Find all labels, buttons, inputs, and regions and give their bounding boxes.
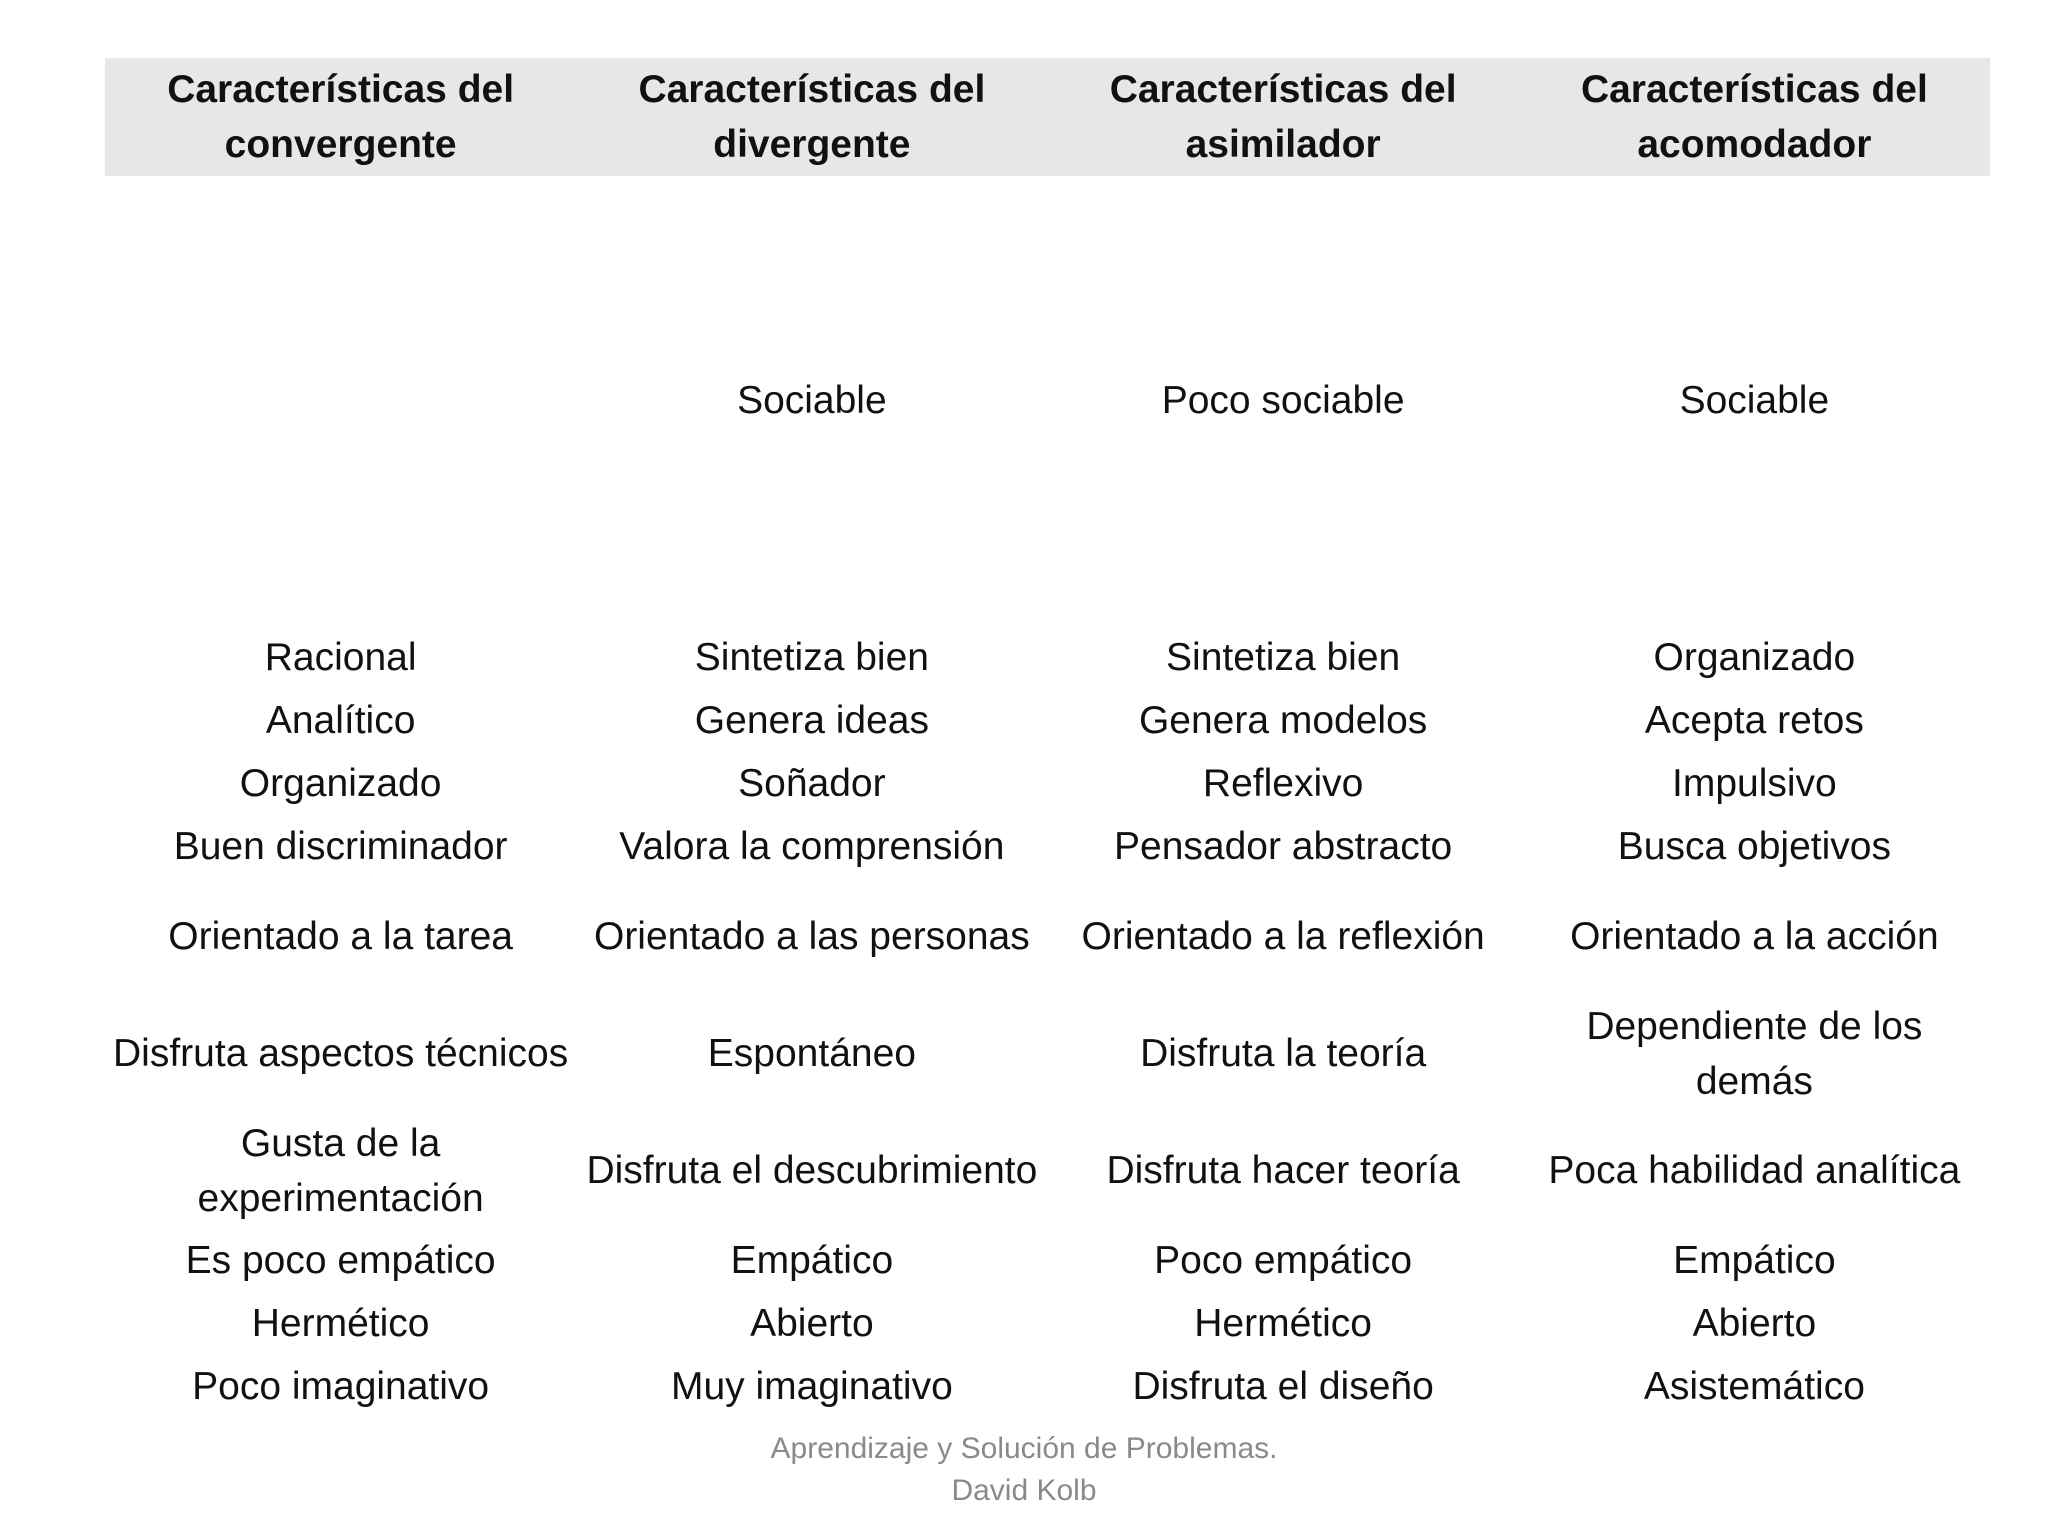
table-cell: Disfruta hacer teoría (1106, 1149, 1460, 1192)
table-cell: Genera ideas (694, 699, 929, 742)
table-cell: Es poco empático (185, 1239, 496, 1282)
table-cell: Dependiente de los demás (1586, 1004, 1923, 1103)
table-cell: Abierto (1692, 1302, 1817, 1345)
table-cell: Empático (730, 1239, 894, 1282)
table-cell: Reflexivo (1202, 762, 1364, 805)
table-cell: Poca habilidad analítica (1548, 1149, 1961, 1192)
table-cell: Soñador (738, 762, 886, 805)
table-cell: Muy imaginativo (670, 1365, 953, 1408)
table-cell: Poco imaginativo (192, 1365, 490, 1408)
table-cell: Espontáneo (707, 1032, 916, 1075)
footer-author: David Kolb (951, 1474, 1097, 1507)
table-cell: Genera modelos (1138, 699, 1428, 742)
social-asimilador: Poco sociable (1161, 379, 1405, 422)
table-cell: Sintetiza bien (694, 636, 929, 679)
table-cell: Empático (1673, 1239, 1836, 1282)
table-cell: Sintetiza bien (1166, 636, 1401, 679)
header-asimilador: Características del asimilador (1109, 68, 1457, 166)
table-cell: Hermético (251, 1302, 430, 1345)
table-cell: Buen discriminador (173, 825, 508, 868)
social-divergente: Sociable (737, 379, 887, 422)
table-cell: Disfruta el descubrimiento (586, 1149, 1038, 1192)
table-cell: Impulsivo (1672, 762, 1837, 805)
table-cell: Organizado (239, 762, 442, 805)
table-cell: Hermético (1194, 1302, 1372, 1345)
table-cell: Racional (264, 636, 417, 679)
footer-title: Aprendizaje y Solución de Problemas. (770, 1432, 1278, 1465)
footer-citation (0, 1428, 2048, 1512)
table-cell: Valora la comprensión (619, 825, 1005, 868)
table-cell: Poco empático (1154, 1239, 1413, 1282)
table-cell: Orientado a las personas (593, 915, 1030, 958)
social-convergente (105, 316, 576, 486)
social-acomodador: Sociable (1679, 379, 1830, 422)
table-cell: Disfruta la teoría (1140, 1032, 1427, 1075)
table-cell: Gusta de la experimentación (197, 1121, 484, 1220)
table-cell: Orientado a la tarea (168, 915, 513, 958)
table-cell: Organizado (1653, 636, 1856, 679)
header-convergente: Características del convergente (167, 68, 515, 166)
table-cell: Busca objetivos (1617, 825, 1891, 868)
table-cell: Acepta retos (1644, 699, 1864, 742)
table-cell: Pensador abstracto (1114, 825, 1453, 868)
header-divergente: Características del divergente (638, 68, 986, 166)
table-cell: Disfruta el diseño (1132, 1365, 1434, 1408)
table-cell: Abierto (750, 1302, 874, 1345)
table-cell: Orientado a la reflexión (1081, 915, 1485, 958)
table-cell: Asistemático (1643, 1365, 1865, 1408)
characteristics-table (105, 58, 1990, 1418)
table-cell: Analítico (265, 699, 416, 742)
table-cell: Disfruta aspectos técnicos (113, 1032, 569, 1075)
table-cell: Orientado a la acción (1570, 915, 1939, 958)
header-acomodador: Características del acomodador (1580, 68, 1928, 166)
